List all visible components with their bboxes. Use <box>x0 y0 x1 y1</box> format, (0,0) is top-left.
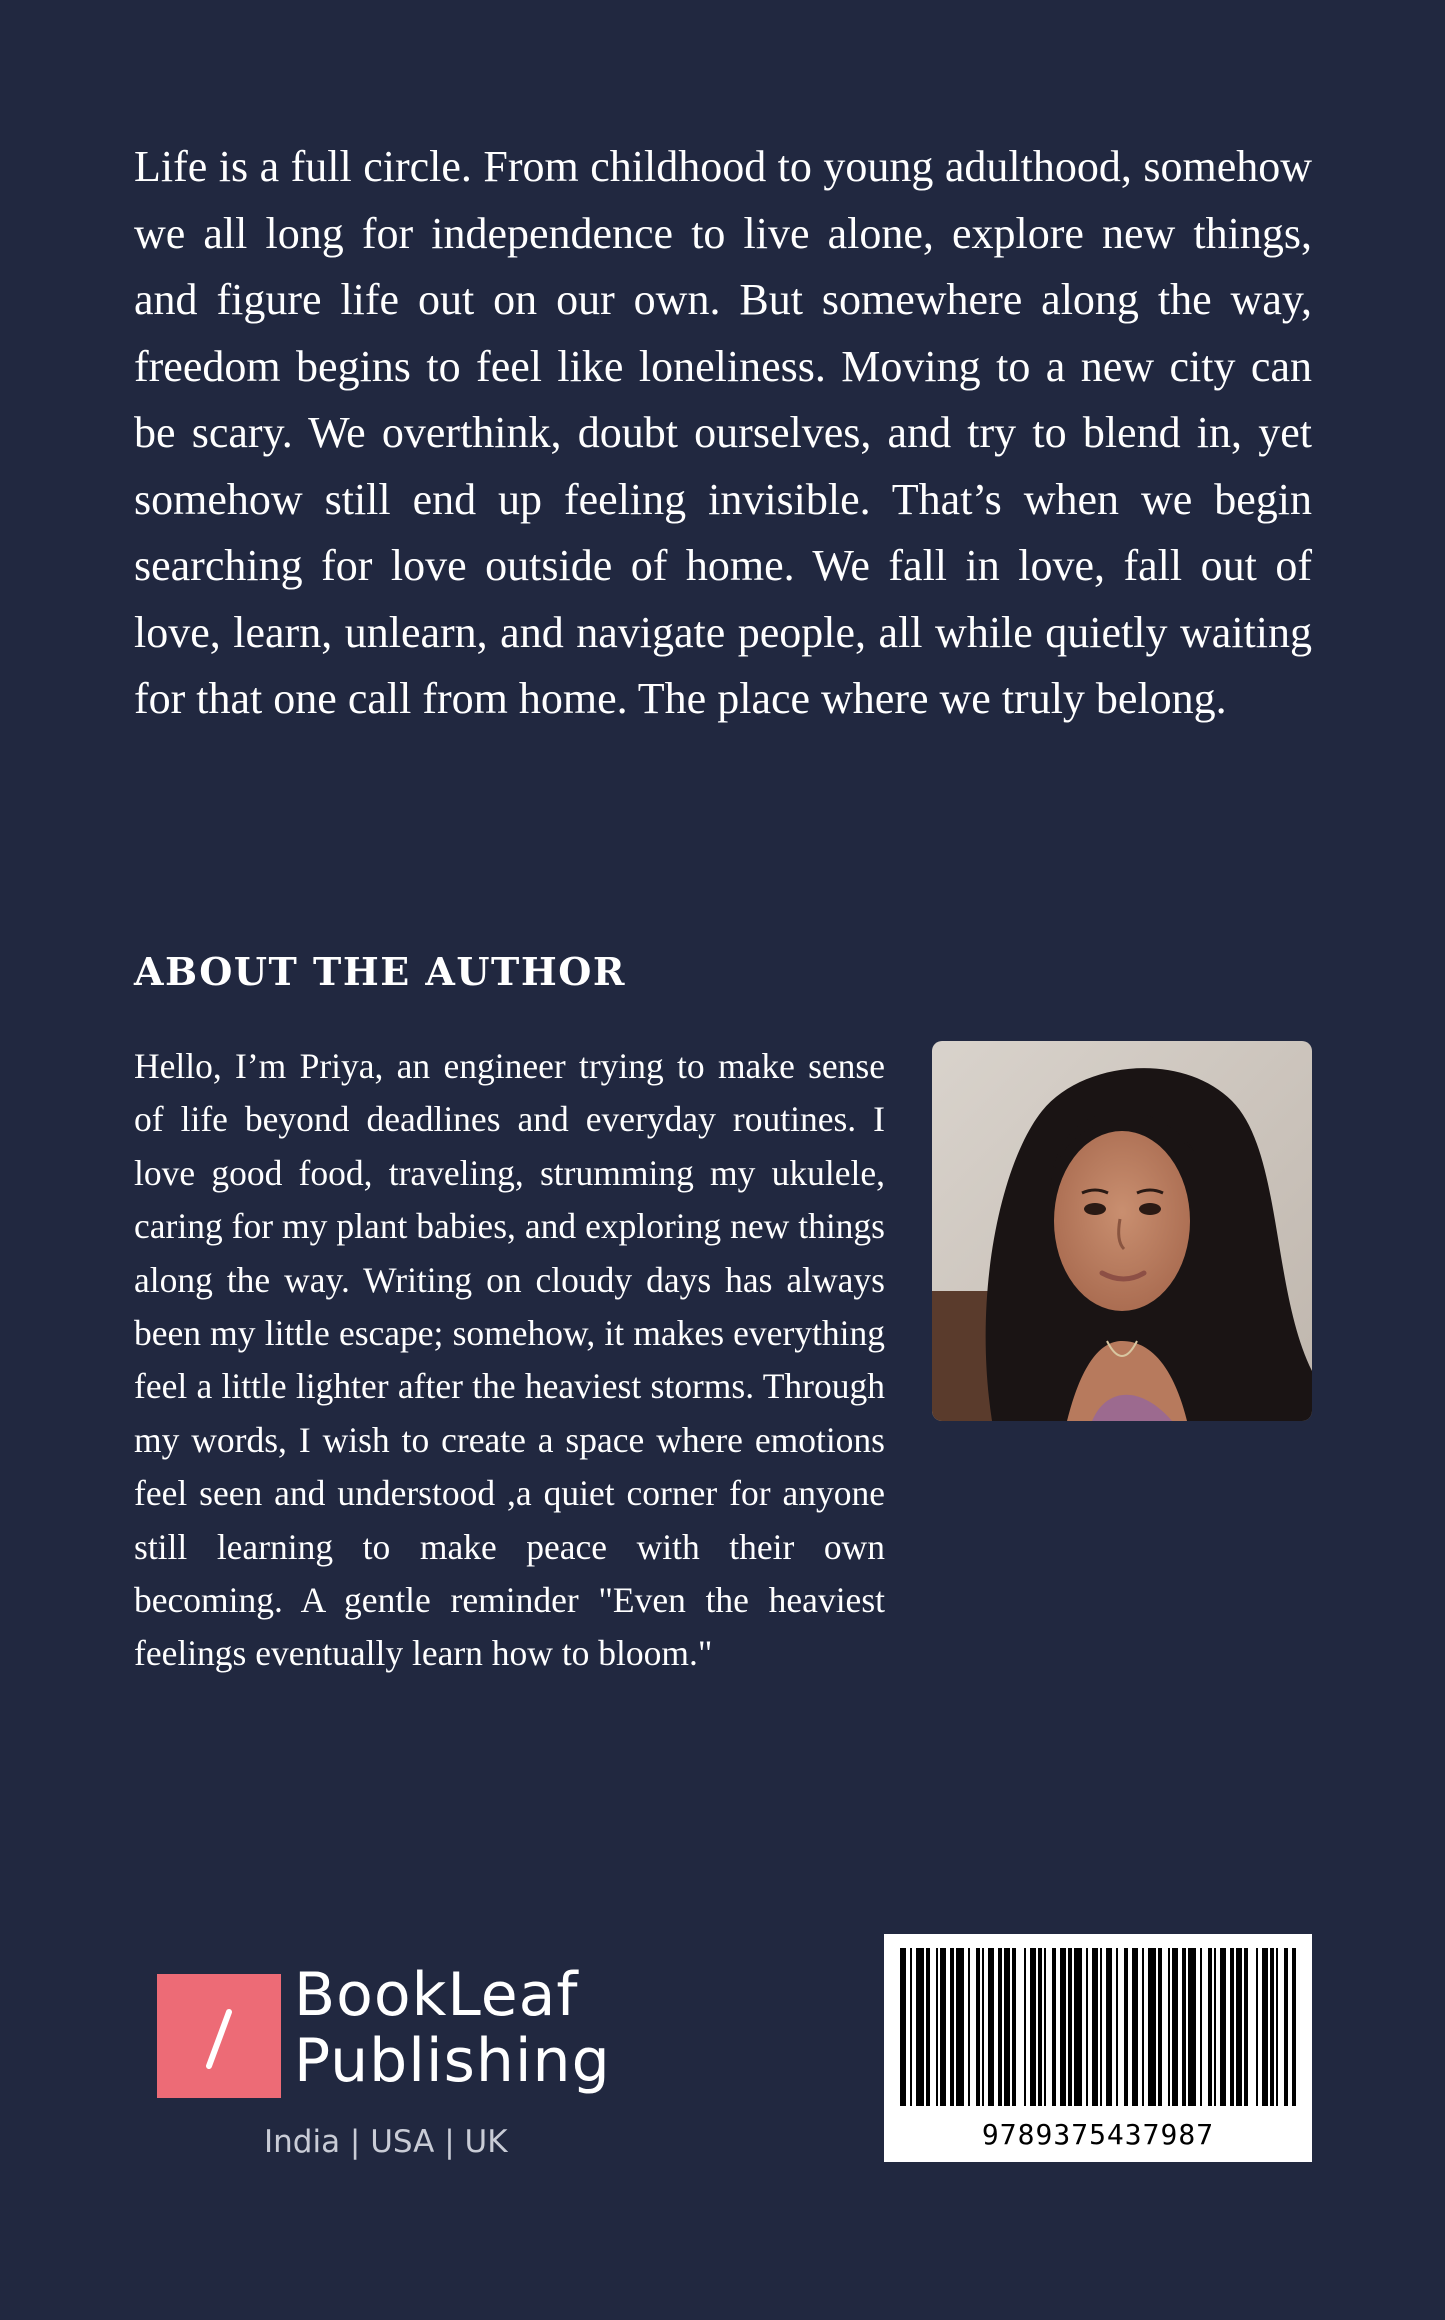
slash-logo-icon <box>157 1974 281 2098</box>
author-bio: Hello, I’m Priya, an engineer trying to make sense of life beyond deadlines and everyday routines. I love good food, traveling, strumming my ukulele, caring for my plant babies, and exploring new things along the way. Writing on cloudy days has always been my little escape; somehow, it makes everything feel a little lighter after the heaviest storms. Through my words, I wish to create a space where emotions feel seen and understood ,a quiet corner for anyone still learning to make peace with their own becoming. A gentle reminder "Even the heaviest feelings eventually learn how to bloom." <box>134 1046 885 1674</box>
barcode-bar <box>1284 1948 1288 2106</box>
publisher-regions: India | USA | UK <box>264 2124 508 2160</box>
about-author-heading: ABOUT THE AUTHOR <box>134 949 626 994</box>
barcode-bar <box>982 1948 984 2106</box>
barcode-bar <box>916 1948 924 2106</box>
barcode-bar <box>968 1948 970 2106</box>
barcode-bars <box>884 1934 1312 2114</box>
barcode-bar <box>1168 1948 1170 2106</box>
barcode-bar <box>1044 1948 1046 2106</box>
barcode-bar <box>956 1948 964 2106</box>
barcode-bar <box>976 1948 980 2106</box>
barcode-bar <box>1270 1948 1274 2106</box>
barcode-bar <box>1038 1948 1042 2106</box>
barcode-bar <box>1188 1948 1196 2106</box>
barcode-bar <box>1068 1948 1072 2106</box>
barcode-bar <box>936 1948 938 2106</box>
barcode-bar <box>1214 1948 1216 2106</box>
barcode-bar <box>1276 1948 1278 2106</box>
barcode-bar <box>1256 1948 1258 2106</box>
barcode-bar <box>1142 1948 1144 2106</box>
barcode-bar <box>1024 1948 1026 2106</box>
barcode-bar <box>926 1948 930 2106</box>
isbn-barcode <box>884 1934 1312 2162</box>
barcode-bar <box>940 1948 946 2106</box>
barcode-bar <box>1220 1948 1226 2106</box>
barcode-bar <box>1236 1948 1242 2106</box>
barcode-bar <box>1092 1948 1098 2106</box>
isbn-number: 9789375437987 <box>981 2118 1215 2151</box>
barcode-bar <box>1158 1948 1162 2106</box>
barcode-bar <box>1262 1948 1268 2106</box>
barcode-bar <box>900 1948 906 2106</box>
barcode-bar <box>910 1948 912 2106</box>
barcode-bar <box>1172 1948 1178 2106</box>
barcode-bar <box>1182 1948 1186 2106</box>
barcode-bar <box>1004 1948 1010 2106</box>
barcode-bar <box>1106 1948 1112 2106</box>
barcode-bar <box>1148 1948 1156 2106</box>
back-cover-blurb: Life is a full circle. From childhood to young adulthood, somehow we all long for independence to live alone, explore new things, and figure life out on our own. But somewhere along the way, freedom begins to feel like loneliness. Moving to a new city can be scary. We overthink, doubt ourselves, and try to blend in, yet somehow still end up feeling invisible. That’s when we begin searching for love outside of home. We fall in love, fall out of love, learn, unlearn, and navigate people, all while quietly waiting for that one call from home. The place where we truly belong. <box>134 142 1312 723</box>
barcode-bar <box>998 1948 1002 2106</box>
barcode-bar <box>1230 1948 1234 2106</box>
barcode-bar <box>988 1948 994 2106</box>
publisher-logo <box>157 1960 617 2166</box>
barcode-bar <box>1200 1948 1202 2106</box>
barcode-bar <box>1012 1948 1016 2106</box>
barcode-bar <box>1292 1948 1296 2106</box>
barcode-bar <box>950 1948 954 2106</box>
barcode-bar <box>1052 1948 1056 2106</box>
barcode-bar <box>1100 1948 1102 2106</box>
barcode-bar <box>1030 1948 1036 2106</box>
author-photo <box>932 1041 1312 1421</box>
barcode-bar <box>1116 1948 1118 2106</box>
barcode-bar <box>1086 1948 1088 2106</box>
publisher-name-line2: Publishing <box>294 2026 611 2096</box>
barcode-bar <box>1208 1948 1212 2106</box>
barcode-bar <box>1132 1948 1138 2106</box>
barcode-bar <box>1074 1948 1082 2106</box>
barcode-bar <box>1124 1948 1128 2106</box>
publisher-name-line1: BookLeaf <box>294 1960 579 2030</box>
barcode-bar <box>1060 1948 1066 2106</box>
barcode-bar <box>1244 1948 1248 2106</box>
